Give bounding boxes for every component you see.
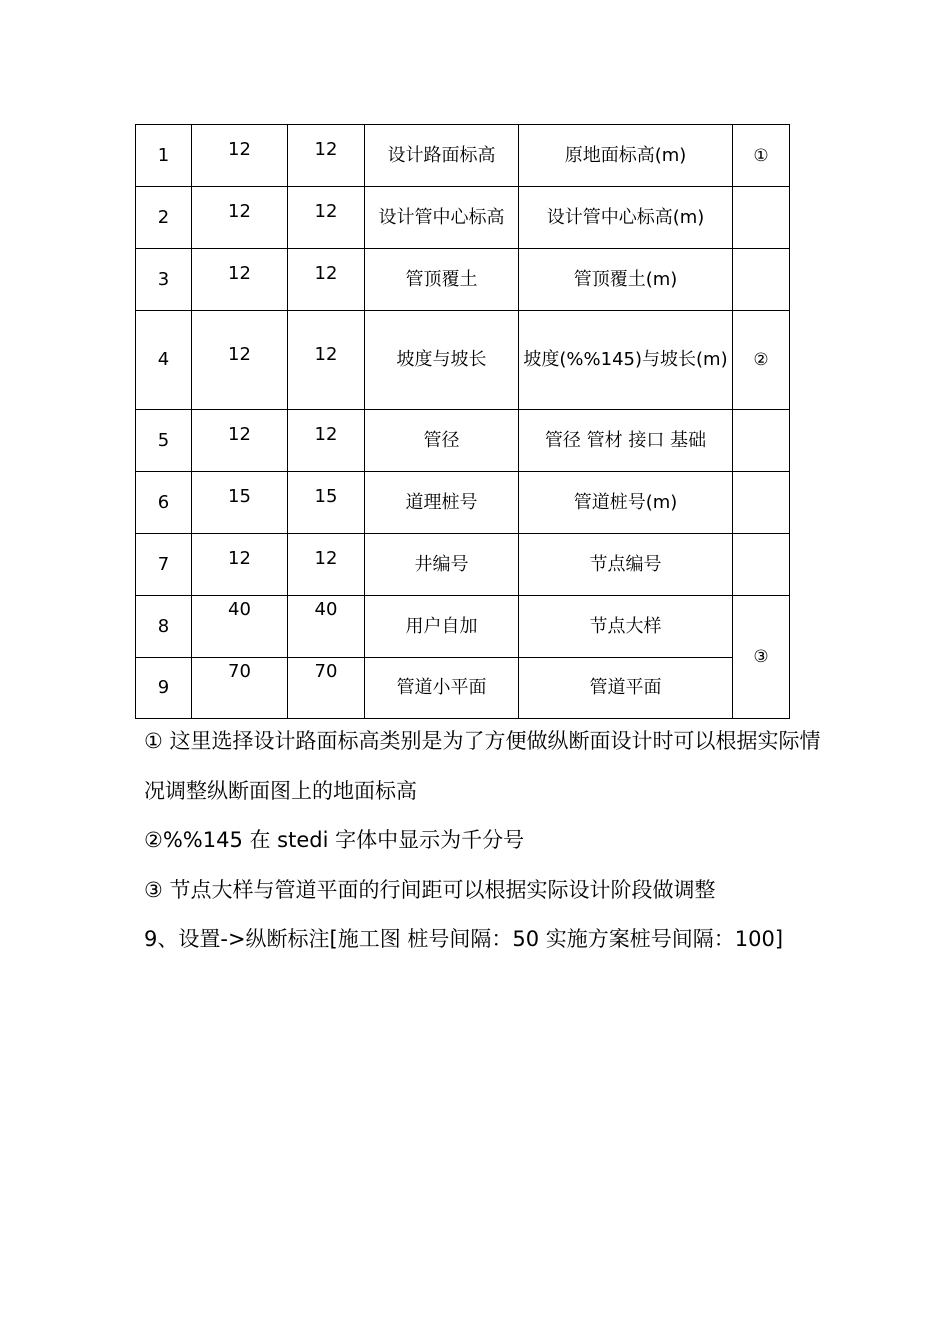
row-index: 4: [136, 311, 192, 410]
cell-note-mark: [733, 534, 790, 596]
table-row: [136, 658, 790, 719]
row-index: 2: [136, 187, 192, 249]
cell-value-b: 12: [288, 534, 365, 596]
cell-display-label: 管径 管材 接口 基础: [519, 410, 733, 472]
note-3: ③ 节点大样与管道平面的行间距可以根据实际设计阶段做调整: [144, 877, 716, 902]
cell-value-b: 12: [288, 311, 365, 410]
table-row: [136, 249, 790, 311]
cell-value-a: 12: [192, 311, 288, 410]
cell-value-a: 12: [192, 125, 288, 187]
cell-value-a: 12: [192, 249, 288, 311]
cell-note-mark: [733, 249, 790, 311]
cell-display-label: 管顶覆土(m): [519, 249, 733, 311]
cell-value-b: 40: [288, 596, 365, 658]
cell-note-mark: [733, 187, 790, 249]
cell-note-mark: ①: [733, 125, 790, 187]
table-row: [136, 472, 790, 534]
cell-display-label: 节点大样: [519, 596, 733, 658]
cell-item-name: 用户自加: [365, 596, 519, 658]
table-row: [136, 596, 790, 658]
cell-item-name: 管径: [365, 410, 519, 472]
cell-note-mark: ②: [733, 311, 790, 410]
cell-value-a: 12: [192, 410, 288, 472]
annotation-settings-table: [135, 124, 790, 719]
cell-value-b: 70: [288, 658, 365, 719]
note-1: ① 这里选择设计路面标高类别是为了方便做纵断面设计时可以根据实际情况调整纵断面图上的地面标高: [144, 729, 821, 803]
table-row: [136, 311, 790, 410]
cell-note-mark: ③: [733, 596, 790, 719]
row-index: 9: [136, 658, 192, 719]
cell-display-label: 节点编号: [519, 534, 733, 596]
note-4: 9、设置->纵断标注[施工图 桩号间隔：50 实施方案桩号间隔：100]: [144, 927, 784, 952]
cell-display-label: 管道平面: [519, 658, 733, 719]
notes-section: [144, 717, 824, 965]
cell-display-label: 管道桩号(m): [519, 472, 733, 534]
row-index: 6: [136, 472, 192, 534]
cell-item-name: 设计管中心标高: [365, 187, 519, 249]
cell-note-mark: [733, 410, 790, 472]
cell-item-name: 管道小平面: [365, 658, 519, 719]
cell-value-a: 70: [192, 658, 288, 719]
cell-value-b: 15: [288, 472, 365, 534]
row-index: 5: [136, 410, 192, 472]
cell-item-name: 坡度与坡长: [365, 311, 519, 410]
cell-value-b: 12: [288, 125, 365, 187]
cell-value-a: 40: [192, 596, 288, 658]
cell-note-mark: [733, 472, 790, 534]
cell-item-name: 设计路面标高: [365, 125, 519, 187]
table-row: [136, 125, 790, 187]
table-row: [136, 410, 790, 472]
note-2: ②%%145 在 stedi 字体中显示为千分号: [144, 828, 525, 853]
row-index: 8: [136, 596, 192, 658]
cell-value-b: 12: [288, 187, 365, 249]
cell-item-name: 井编号: [365, 534, 519, 596]
cell-item-name: 道理桩号: [365, 472, 519, 534]
cell-value-a: 12: [192, 534, 288, 596]
cell-item-name: 管顶覆土: [365, 249, 519, 311]
table-row: [136, 534, 790, 596]
cell-display-label: 坡度(%%145)与坡长(m): [519, 311, 733, 410]
cell-display-label: 设计管中心标高(m): [519, 187, 733, 249]
row-index: 1: [136, 125, 192, 187]
row-index: 3: [136, 249, 192, 311]
row-index: 7: [136, 534, 192, 596]
table-row: [136, 187, 790, 249]
cell-value-a: 15: [192, 472, 288, 534]
cell-value-b: 12: [288, 410, 365, 472]
cell-display-label: 原地面标高(m): [519, 125, 733, 187]
cell-value-a: 12: [192, 187, 288, 249]
cell-value-b: 12: [288, 249, 365, 311]
